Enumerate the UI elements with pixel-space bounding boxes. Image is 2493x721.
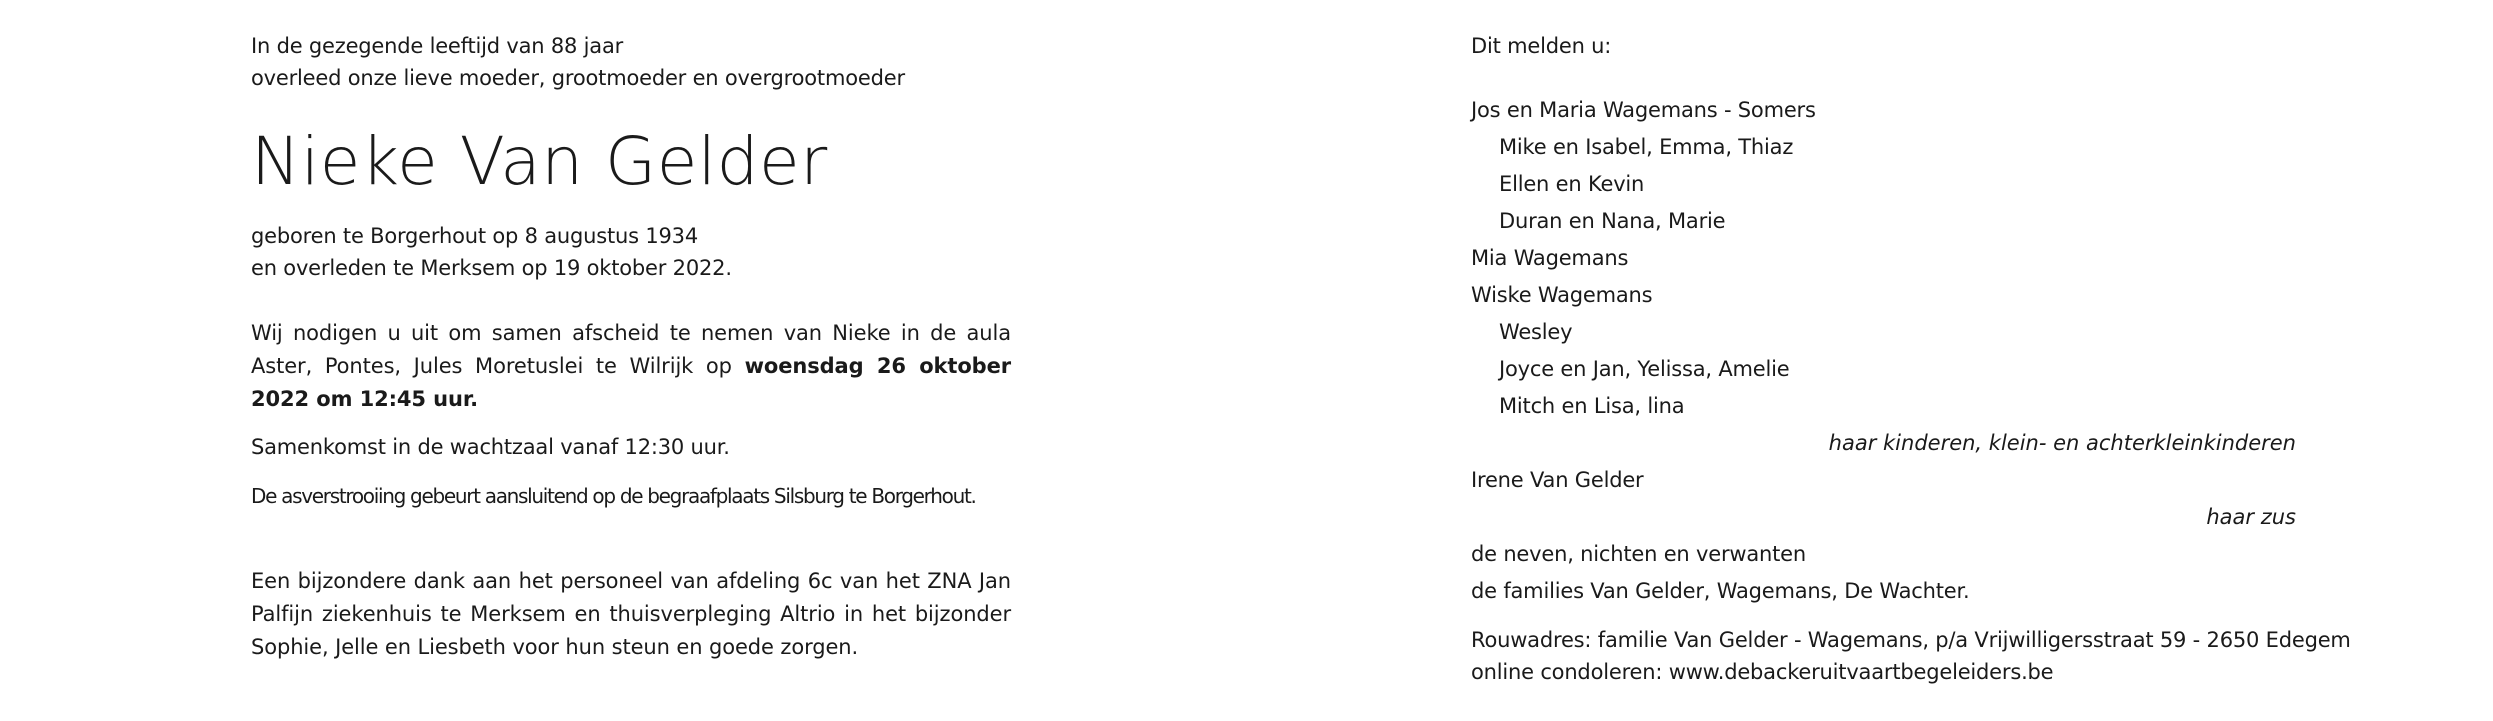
mourning-address: Rouwadres: familie Van Gelder - Wagemans, p/a Vrijwilligersstraat 59 - 2650 Edegem (1471, 628, 2351, 652)
invitation-text: Wij nodigen u uit om samen afscheid te nemen van Nieke in de aula Aster, Pontes, Jules Moretuslei te Wilrijk op (251, 321, 1011, 378)
family-member: Jos en Maria Wagemans - Somers (1471, 98, 1816, 122)
thanks-paragraph: Een bijzondere dank aan het personeel van afdeling 6c van het ZNA Jan Palfijn ziekenhuis te Merksem en thuisverpleging Altrio in het bijzonder Sophie, Jelle en Liesbeth voor hun steun en goede zorgen. (251, 569, 1011, 659)
death-line: en overleden te Merksem op 19 oktober 2022. (251, 256, 732, 280)
birth-line: geboren te Borgerhout op 8 augustus 1934 (251, 224, 698, 248)
families-line: de families Van Gelder, Wagemans, De Wachter. (1471, 579, 1970, 603)
family-list (1471, 92, 2296, 610)
announcement-header: Dit melden u: (1471, 34, 1612, 58)
relatives-line: de neven, nichten en verwanten (1471, 542, 1807, 566)
online-condolences: online condoleren: www.debackeruitvaartbegeleiders.be (1471, 660, 2054, 684)
scattering-line: De asverstrooiing gebeurt aansluitend op de begraafplaats Silsburg te Borgerhout. (251, 484, 976, 508)
intro-line-2: overleed onze lieve moeder, grootmoeder en overgrootmoeder (251, 66, 905, 90)
family-member: Duran en Nana, Marie (1499, 209, 1726, 233)
right-column (1471, 30, 2351, 688)
family-member: Mia Wagemans (1471, 246, 1629, 270)
sister-name: Irene Van Gelder (1471, 468, 1644, 492)
family-member: Ellen en Kevin (1499, 172, 1645, 196)
sister-caption: haar zus (2206, 505, 2296, 529)
invitation-paragraph (251, 317, 1011, 416)
children-caption: haar kinderen, klein- en achterkleinkinderen (1828, 431, 2296, 455)
family-member: Mike en Isabel, Emma, Thiaz (1499, 135, 1794, 159)
deceased-name: Nieke Van Gelder (251, 123, 828, 200)
intro-line-1: In de gezegende leeftijd van 88 jaar (251, 34, 624, 58)
invitation-date: woensdag 26 oktober 2022 om 12:45 uur. (251, 354, 1011, 411)
family-member: Wiske Wagemans (1471, 283, 1653, 307)
family-member: Mitch en Lisa, lina (1499, 394, 1685, 418)
left-column (251, 30, 1011, 664)
family-member: Wesley (1499, 320, 1573, 344)
gathering-line: Samenkomst in de wachtzaal vanaf 12:30 uur. (251, 435, 730, 459)
family-member: Joyce en Jan, Yelissa, Amelie (1499, 357, 1790, 381)
